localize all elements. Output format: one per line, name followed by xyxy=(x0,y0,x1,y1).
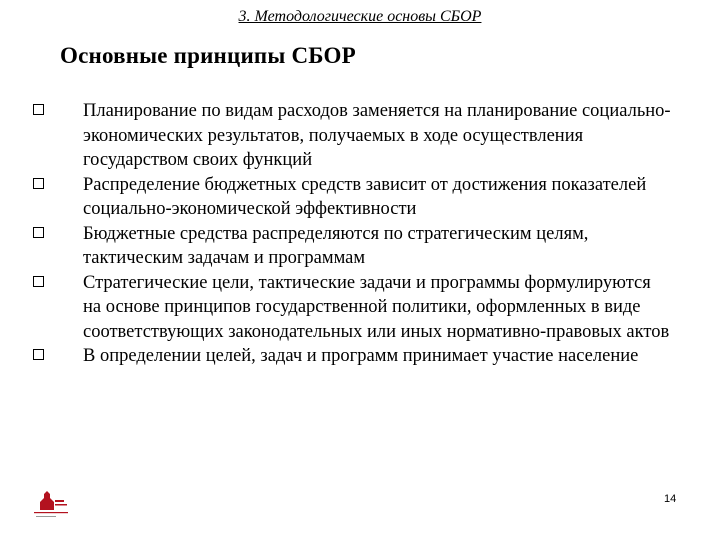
list-item xyxy=(0,344,720,369)
square-bullet-icon xyxy=(33,227,44,238)
square-bullet-icon xyxy=(33,349,44,360)
section-header xyxy=(0,8,720,26)
list-item xyxy=(0,222,720,271)
slide-title: Основные принципы СБОР xyxy=(60,43,356,68)
red-building-logo-icon xyxy=(30,488,72,522)
square-bullet-icon xyxy=(33,178,44,189)
list-item-text: Бюджетные средства распределяются по стратегическим целям, тактическим задачам и программам xyxy=(83,223,589,268)
page-number: 14 xyxy=(664,493,677,505)
list-item xyxy=(0,271,720,345)
section-header-text: 3. Методологические основы СБОР xyxy=(238,8,482,25)
list-item-text: В определении целей, задач и программ принимает участие население xyxy=(83,346,639,366)
list-item xyxy=(0,173,720,222)
square-bullet-icon xyxy=(33,104,44,115)
square-bullet-icon xyxy=(33,276,44,287)
principles-list xyxy=(0,99,720,369)
list-item-text: Распределение бюджетных средств зависит от достижения показателей социально-экономической эффективности xyxy=(83,174,647,219)
list-item-text: Планирование по видам расходов заменяется на планирование социально-экономических результатов, получаемых в ходе осуществления государством своих функций xyxy=(83,101,671,170)
list-item xyxy=(0,99,720,173)
list-item-text: Стратегические цели, тактические задачи и программы формулируются на основе принципов государственной политики, оформленных в виде соответствующих законодательных или иных нормативно-правовых актов xyxy=(83,272,670,342)
